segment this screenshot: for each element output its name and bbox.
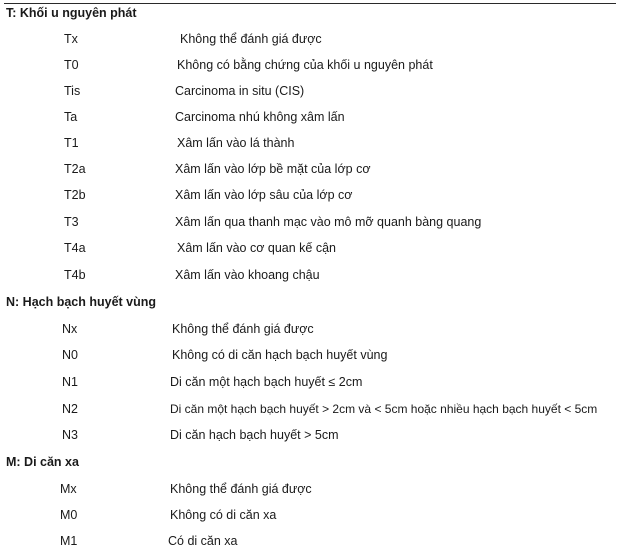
stage-code: Nx	[62, 322, 78, 336]
table-row	[0, 32, 619, 50]
stage-code: T4a	[64, 241, 86, 255]
stage-code: Mx	[60, 482, 77, 496]
stage-description: Xâm lấn qua thanh mạc vào mô mỡ quanh bàng quang	[175, 215, 482, 229]
stage-description: Không có bằng chứng của khối u nguyên phát	[177, 58, 433, 72]
stage-code: N2	[62, 402, 78, 416]
stage-description: Di căn một hạch bạch huyết ≤ 2cm	[170, 375, 363, 389]
table-row	[0, 162, 619, 180]
stage-description: Không thể đánh giá được	[170, 482, 312, 496]
section-title-m: M: Di căn xa	[6, 455, 79, 469]
stage-code: T3	[64, 215, 79, 229]
stage-description: Carcinoma nhú không xâm lấn	[175, 110, 345, 124]
stage-description: Có di căn xa	[168, 534, 238, 548]
table-row	[0, 268, 619, 286]
stage-code: M1	[60, 534, 78, 548]
stage-code: T0	[64, 58, 79, 72]
table-row	[0, 215, 619, 233]
table-row	[0, 58, 619, 76]
table-row	[0, 482, 619, 500]
table-row	[0, 402, 619, 420]
stage-description: Xâm lấn vào cơ quan kế cận	[177, 241, 336, 255]
table-row	[0, 534, 619, 552]
table-row	[0, 375, 619, 393]
table-row	[0, 322, 619, 340]
table-row	[0, 508, 619, 526]
stage-description: Xâm lấn vào khoang chậu	[175, 268, 320, 282]
table-row	[0, 84, 619, 102]
stage-code: T2b	[64, 188, 86, 202]
stage-code: N0	[62, 348, 78, 362]
section-title-n: N: Hạch bạch huyết vùng	[6, 295, 157, 309]
table-row	[0, 348, 619, 366]
table-row	[0, 110, 619, 128]
table-row	[0, 136, 619, 154]
stage-description: Carcinoma in situ (CIS)	[175, 84, 305, 98]
stage-code: Tx	[64, 32, 78, 46]
table-row	[0, 188, 619, 206]
stage-code: T4b	[64, 268, 86, 282]
stage-description: Xâm lấn vào lá thành	[177, 136, 295, 150]
stage-code: Ta	[64, 110, 78, 124]
stage-code: T1	[64, 136, 79, 150]
stage-description: Không thể đánh giá được	[172, 322, 314, 336]
stage-description: Xâm lấn vào lớp sâu của lớp cơ	[175, 188, 353, 202]
table-row	[0, 241, 619, 259]
stage-description: Di căn hạch bạch huyết > 5cm	[170, 428, 339, 442]
stage-code: M0	[60, 508, 78, 522]
section-title-t: T: Khối u nguyên phát	[6, 6, 137, 20]
stage-code: Tis	[64, 84, 81, 98]
stage-code: N1	[62, 375, 78, 389]
stage-code: N3	[62, 428, 78, 442]
table-row	[0, 428, 619, 446]
stage-code: T2a	[64, 162, 86, 176]
stage-description: Không thể đánh giá được	[180, 32, 322, 46]
stage-description: Di căn một hạch bạch huyết > 2cm và < 5cm hoặc nhiều hạch bạch huyết < 5cm	[170, 402, 598, 416]
stage-description: Không có di căn hạch bạch huyết vùng	[172, 348, 388, 362]
stage-description: Không có di căn xa	[170, 508, 277, 522]
stage-description: Xâm lấn vào lớp bề mặt của lớp cơ	[175, 162, 371, 176]
top-rule	[4, 3, 616, 4]
